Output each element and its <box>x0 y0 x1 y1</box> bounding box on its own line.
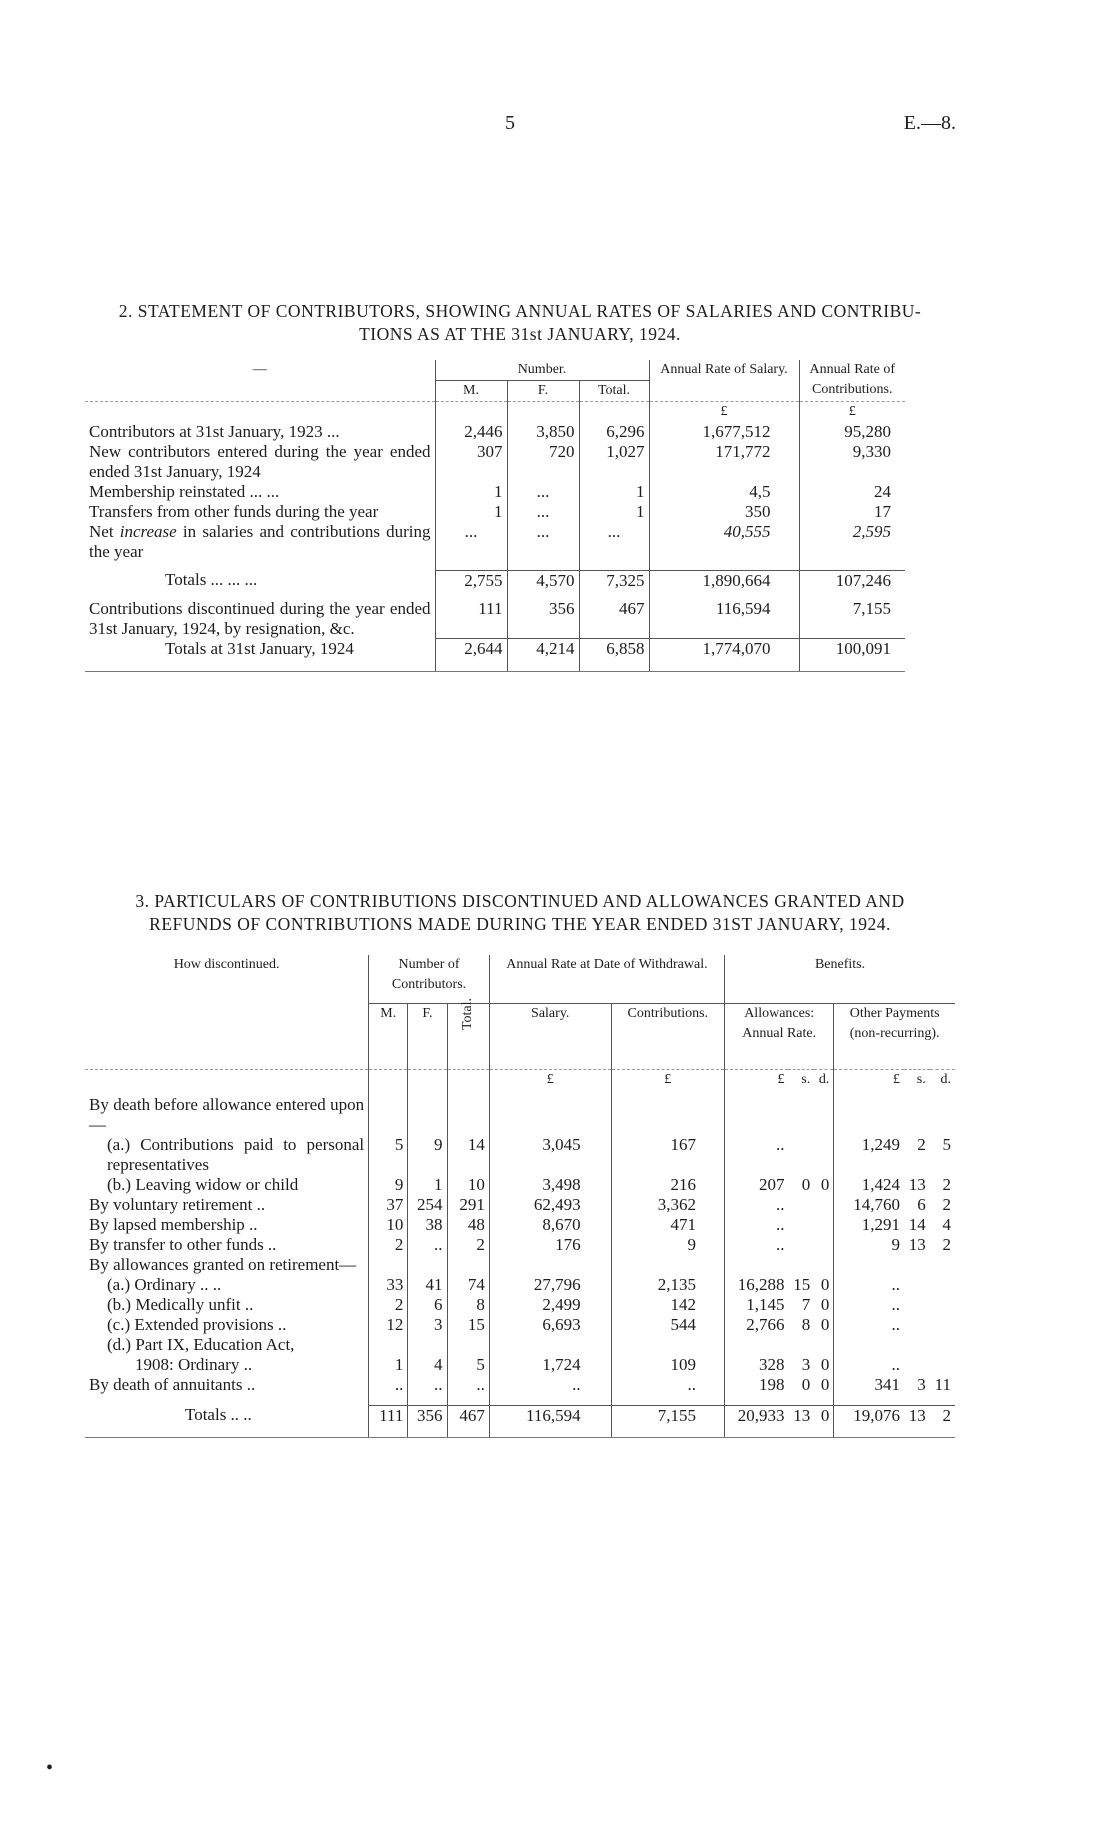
row-label: Contributions discontinued during the year ended 31st January, 1924, by resignation, &c. <box>89 598 431 638</box>
cell-other-s: 13 <box>908 1235 926 1254</box>
cell-allow-l: .. <box>725 1215 789 1235</box>
particulars-title-line2: REFUNDS OF CONTRIBUTIONS MADE DURING THE YEAR ENDED 31ST JANUARY, 1924. <box>149 914 891 934</box>
cell-other-l: 14,760 <box>834 1195 904 1215</box>
cell-total: 74 <box>447 1275 489 1295</box>
cell-other-l: 19,076 <box>834 1405 904 1438</box>
cell-total: 7,325 <box>579 570 649 591</box>
row-label: (b.) Medically unfit .. <box>107 1295 254 1314</box>
statement-header-total: Total. <box>579 381 649 402</box>
cell-allow-s <box>788 1255 814 1275</box>
cell-salary: 176 <box>489 1235 611 1255</box>
cell-f: 356 <box>507 599 579 639</box>
s-allow: s. <box>801 1071 811 1087</box>
particulars-header-contributions: Contributions. <box>611 1003 724 1069</box>
cell-f: 4,214 <box>507 639 579 672</box>
label-post: in salaries and contributions during the year <box>89 522 431 561</box>
row-label: (c.) Extended provisions .. <box>107 1315 287 1334</box>
cell-salary: 1,677,512 <box>649 422 799 442</box>
cell-m <box>369 1255 408 1275</box>
final-label: Totals at 31st January, 1924 <box>85 639 435 672</box>
statement-title-line2: TIONS AS AT THE 31st JANUARY, 1924. <box>359 324 681 344</box>
cell-other-s <box>904 1275 930 1295</box>
cell-allow-d: 0 <box>814 1405 834 1438</box>
cell-salary: 6,693 <box>489 1315 611 1335</box>
cell-contrib: 471 <box>611 1215 724 1235</box>
particulars-header-salary: Salary. <box>489 1003 611 1069</box>
statement-header-f: F. <box>507 381 579 402</box>
cell-f: 1 <box>408 1175 447 1195</box>
cell-contrib: 17 <box>799 502 905 522</box>
cell-m: 307 <box>435 442 507 482</box>
cell-contrib: 167 <box>611 1135 724 1175</box>
cell-f: 356 <box>408 1405 447 1438</box>
totals-label: Totals .. .. <box>85 1405 369 1438</box>
cell-other-s <box>904 1355 930 1375</box>
row-label: By death of annuitants .. <box>89 1375 256 1394</box>
row-label: (a.) Ordinary .. .. <box>107 1275 222 1294</box>
cell-allow-s <box>788 1235 814 1255</box>
cell-allow-l: 2,766 <box>725 1315 789 1335</box>
cell-other-l: .. <box>834 1355 904 1375</box>
statement-table <box>85 360 905 672</box>
cell-contrib: 24 <box>799 482 905 502</box>
cell-allow-d: 0 <box>820 1275 830 1294</box>
statement-discontinued-row <box>85 599 905 639</box>
cell-salary: 3,498 <box>489 1175 611 1195</box>
statement-header-m: M. <box>435 381 507 402</box>
cell-total <box>447 1095 489 1135</box>
cell-other-s: 13 <box>904 1405 930 1438</box>
statement-row <box>85 502 905 522</box>
cell-allow-l: .. <box>725 1135 789 1175</box>
cell-m: 111 <box>435 599 507 639</box>
statement-row <box>85 482 905 502</box>
cell-allow-s: 13 <box>788 1405 814 1438</box>
cell-m: 2,755 <box>435 570 507 591</box>
cell-m: 9 <box>369 1175 408 1195</box>
cell-allow-d <box>814 1255 834 1275</box>
cell-total: 14 <box>447 1135 489 1175</box>
particulars-header-m: M. <box>369 1003 408 1069</box>
cell-m <box>369 1095 408 1135</box>
cell-other-l: 341 <box>834 1375 904 1395</box>
cell-m: 37 <box>369 1195 408 1215</box>
row-label: Contributors at 31st January, 1923 ... <box>89 422 340 441</box>
cell-total <box>447 1255 489 1275</box>
cell-allow-l: 198 <box>725 1375 789 1395</box>
cell-salary: 2,499 <box>489 1295 611 1315</box>
cell-allow-d <box>814 1235 834 1255</box>
cell-other-l <box>834 1335 904 1355</box>
cell-allow-l <box>725 1095 789 1135</box>
cell-allow-l: 16,288 <box>725 1275 789 1295</box>
cell-total: 6,858 <box>579 639 649 672</box>
cell-other-d <box>930 1095 955 1135</box>
cell-contrib: 2,135 <box>611 1275 724 1295</box>
cell-total: 467 <box>579 599 649 639</box>
cell-m: 1 <box>435 482 507 502</box>
particulars-row <box>85 1315 955 1335</box>
cell-salary: 116,594 <box>649 599 799 639</box>
cell-contrib: 216 <box>611 1175 724 1195</box>
statement-header-blank: — <box>85 360 435 402</box>
cell-other-s <box>904 1255 930 1275</box>
cell-m: 2,644 <box>435 639 507 672</box>
cell-contrib: 3,362 <box>611 1195 724 1215</box>
row-label: (b.) Leaving widow or child <box>107 1175 299 1194</box>
cell-salary: 1,890,664 <box>649 570 799 591</box>
cell-m: ... <box>435 522 507 562</box>
cell-other-l: 1,249 <box>834 1135 904 1175</box>
s-other: s. <box>916 1071 926 1087</box>
row-label: New contributors entered during the year ended ended 31st January, 1924 <box>89 442 431 481</box>
particulars-header-total: Total. <box>460 997 476 1030</box>
particulars-row <box>85 1275 955 1295</box>
cell-allow-d <box>814 1215 834 1235</box>
cell-contrib: 109 <box>611 1355 724 1375</box>
cell-allow-l <box>725 1335 789 1355</box>
cell-allow-l: .. <box>725 1195 789 1215</box>
cell-salary: .. <box>489 1375 611 1395</box>
cell-total: 1,027 <box>579 442 649 482</box>
cell-contrib: 544 <box>611 1315 724 1335</box>
statement-totals-row <box>85 570 905 591</box>
row-label: By voluntary retirement .. <box>89 1195 266 1214</box>
cell-contrib: 142 <box>611 1295 724 1315</box>
cell-salary: 350 <box>649 502 799 522</box>
cell-allow-d: 0 <box>820 1295 830 1314</box>
particulars-header-f: F. <box>408 1003 447 1069</box>
cell-salary <box>489 1255 611 1275</box>
cell-f: 254 <box>408 1195 447 1215</box>
particulars-row <box>85 1135 955 1175</box>
cell-total: 291 <box>447 1195 489 1215</box>
page-reference: E.—8. <box>903 112 956 134</box>
cell-allow-s <box>788 1095 814 1135</box>
cell-salary: 171,772 <box>649 442 799 482</box>
cell-other-l: .. <box>834 1295 904 1315</box>
cell-m: 2 <box>369 1295 408 1315</box>
row-label: Transfers from other funds during the year <box>89 502 379 521</box>
statement-pound-contrib: £ <box>799 402 905 423</box>
cell-allow-d: 0 <box>820 1355 830 1374</box>
row-label: Membership reinstated ... ... <box>89 482 280 501</box>
cell-total: 48 <box>447 1215 489 1235</box>
cell-total: 15 <box>447 1315 489 1335</box>
cell-contrib: 9,330 <box>799 442 905 482</box>
cell-f: .. <box>408 1235 447 1255</box>
d-other: d. <box>940 1071 951 1087</box>
particulars-header-allowances: Allowances: Annual Rate. <box>725 1003 834 1069</box>
cell-salary: 8,670 <box>489 1215 611 1235</box>
cell-salary: 27,796 <box>489 1275 611 1295</box>
pound-allow: £ <box>725 1069 789 1095</box>
cell-total: .. <box>447 1375 489 1395</box>
cell-salary: 3,045 <box>489 1135 611 1175</box>
cell-m: 1 <box>369 1355 408 1375</box>
cell-other-d <box>930 1335 955 1355</box>
cell-total: 10 <box>447 1175 489 1195</box>
particulars-row <box>85 1335 955 1355</box>
cell-m: 33 <box>369 1275 408 1295</box>
particulars-title <box>85 890 955 936</box>
cell-salary: 4,5 <box>649 482 799 502</box>
cell-allow-s <box>788 1195 814 1215</box>
cell-other-s <box>904 1095 930 1135</box>
cell-other-s: 13 <box>908 1175 926 1194</box>
cell-allow-d: 0 <box>820 1175 830 1194</box>
statement-header-contributions: Annual Rate of Contributions. <box>799 360 905 402</box>
cell-other-s <box>904 1315 930 1335</box>
particulars-row <box>85 1295 955 1315</box>
cell-other-l: 1,424 <box>834 1175 904 1195</box>
cell-m: 5 <box>369 1135 408 1175</box>
pound-contrib: £ <box>611 1069 724 1095</box>
row-label: (d.) Part IX, Education Act, <box>107 1335 295 1354</box>
cell-allow-s <box>788 1215 814 1235</box>
cell-contrib: 7,155 <box>799 599 905 639</box>
cell-other-l <box>834 1255 904 1275</box>
cell-f <box>408 1095 447 1135</box>
d-allow: d. <box>818 1071 830 1087</box>
particulars-table <box>85 955 955 1438</box>
cell-other-d <box>930 1295 955 1315</box>
cell-f: 41 <box>408 1275 447 1295</box>
statement-pound-salary: £ <box>649 402 799 423</box>
cell-f: .. <box>408 1375 447 1395</box>
cell-m: 2,446 <box>435 422 507 442</box>
cell-other-d <box>930 1355 955 1375</box>
cell-allow-l: .. <box>725 1235 789 1255</box>
particulars-header-how: How discontinued. <box>85 955 369 1069</box>
cell-other-s <box>904 1295 930 1315</box>
cell-allow-d: 0 <box>820 1375 830 1394</box>
label-pre: Net <box>89 522 120 541</box>
row-label <box>85 522 435 562</box>
cell-other-d <box>930 1275 955 1295</box>
cell-other-d: 2 <box>930 1405 955 1438</box>
cell-other-s: 14 <box>908 1215 926 1234</box>
cell-other-d <box>930 1255 955 1275</box>
cell-m: 12 <box>369 1315 408 1335</box>
cell-total <box>447 1335 489 1355</box>
statement-row <box>85 442 905 482</box>
particulars-header-other: Other Payments (non-recurring). <box>834 1003 955 1069</box>
cell-contrib: 100,091 <box>799 639 905 672</box>
cell-f: 4 <box>408 1355 447 1375</box>
cell-total: 1 <box>579 502 649 522</box>
cell-other-s: 3 <box>917 1375 926 1394</box>
pound-salary: £ <box>489 1069 611 1095</box>
statement-title <box>85 300 955 346</box>
page-number: 5 <box>505 112 515 134</box>
statement-header-number: Number. <box>435 360 649 381</box>
cell-contrib: 95,280 <box>799 422 905 442</box>
particulars-row <box>85 1175 955 1195</box>
cell-other-d: 4 <box>942 1215 951 1234</box>
cell-allow-d <box>814 1095 834 1135</box>
cell-allow-s: 15 <box>793 1275 811 1294</box>
cell-allow-s: 0 <box>801 1375 811 1394</box>
particulars-row <box>85 1375 955 1395</box>
cell-allow-s: 7 <box>801 1295 811 1314</box>
cell-other-s <box>904 1335 930 1355</box>
cell-salary: 40,555 <box>649 522 799 562</box>
cell-f: ... <box>507 502 579 522</box>
cell-allow-d <box>814 1135 834 1175</box>
cell-other-l: 1,291 <box>834 1215 904 1235</box>
particulars-header-rate: Annual Rate at Date of Withdrawal. <box>489 955 724 1003</box>
cell-salary: 1,774,070 <box>649 639 799 672</box>
cell-total: 6,296 <box>579 422 649 442</box>
cell-contrib: 9 <box>611 1235 724 1255</box>
cell-total: ... <box>579 522 649 562</box>
totals-label: Totals ... ... ... <box>165 570 258 589</box>
cell-other-s: 6 <box>917 1195 926 1214</box>
cell-other-s: 2 <box>917 1135 926 1154</box>
cell-salary: 1,724 <box>489 1355 611 1375</box>
cell-salary: 116,594 <box>489 1405 611 1438</box>
particulars-row <box>85 1215 955 1235</box>
cell-allow-l: 20,933 <box>725 1405 789 1438</box>
cell-m <box>369 1335 408 1355</box>
cell-m: .. <box>369 1375 408 1395</box>
cell-allow-l: 328 <box>725 1355 789 1375</box>
row-label: (a.) Contributions paid to personal representatives <box>107 1135 365 1174</box>
cell-allow-s <box>788 1135 814 1175</box>
row-label: By transfer to other funds .. <box>89 1235 277 1254</box>
cell-f: 3,850 <box>507 422 579 442</box>
row-label: By allowances granted on retirement— <box>89 1255 357 1274</box>
cell-allow-l: 207 <box>725 1175 789 1195</box>
cell-f <box>408 1255 447 1275</box>
statement-title-line1: 2. STATEMENT OF CONTRIBUTORS, SHOWING ANNUAL RATES OF SALARIES AND CONTRIBU- <box>118 301 922 321</box>
cell-total: 2 <box>447 1235 489 1255</box>
cell-other-l <box>834 1095 904 1135</box>
cell-other-d: 5 <box>942 1135 951 1154</box>
label-italic: increase <box>119 522 177 541</box>
cell-other-d: 11 <box>934 1375 951 1394</box>
cell-total: 8 <box>447 1295 489 1315</box>
cell-total: 5 <box>447 1355 489 1375</box>
cell-contrib <box>611 1335 724 1355</box>
pound-other: £ <box>834 1069 904 1095</box>
cell-allow-s <box>788 1335 814 1355</box>
margin-dot: • <box>46 1757 54 1779</box>
cell-allow-s: 0 <box>801 1175 811 1194</box>
cell-f: 4,570 <box>507 570 579 591</box>
cell-allow-d: 0 <box>820 1315 830 1334</box>
cell-other-d: 2 <box>942 1235 951 1254</box>
cell-f <box>408 1335 447 1355</box>
cell-other-d <box>930 1315 955 1335</box>
cell-allow-s: 3 <box>801 1355 811 1374</box>
particulars-row <box>85 1255 955 1275</box>
cell-allow-l <box>725 1255 789 1275</box>
cell-f: 720 <box>507 442 579 482</box>
cell-m: 10 <box>369 1215 408 1235</box>
cell-allow-s: 8 <box>801 1315 811 1334</box>
cell-salary <box>489 1335 611 1355</box>
particulars-row <box>85 1195 955 1215</box>
cell-allow-d <box>814 1195 834 1215</box>
row-label: By lapsed membership .. <box>89 1215 258 1234</box>
cell-total: 1 <box>579 482 649 502</box>
particulars-row <box>85 1095 955 1135</box>
particulars-row <box>85 1355 955 1375</box>
cell-other-l: 9 <box>834 1235 904 1255</box>
cell-allow-d <box>814 1335 834 1355</box>
cell-f: 38 <box>408 1215 447 1235</box>
cell-f: 3 <box>408 1315 447 1335</box>
cell-salary <box>489 1095 611 1135</box>
cell-other-d: 2 <box>942 1175 951 1194</box>
cell-total: 467 <box>447 1405 489 1438</box>
particulars-row <box>85 1235 955 1255</box>
statement-header-salary: Annual Rate of Salary. <box>649 360 799 402</box>
statement-row <box>85 522 905 562</box>
cell-contrib: 107,246 <box>799 570 905 591</box>
statement-row <box>85 422 905 442</box>
particulars-header-benefits: Benefits. <box>725 955 955 1003</box>
cell-f: 9 <box>408 1135 447 1175</box>
cell-f: 6 <box>408 1295 447 1315</box>
cell-contrib <box>611 1095 724 1135</box>
cell-m: 1 <box>435 502 507 522</box>
cell-salary: 62,493 <box>489 1195 611 1215</box>
cell-f: ... <box>507 522 579 562</box>
cell-f: ... <box>507 482 579 502</box>
cell-contrib: 7,155 <box>611 1405 724 1438</box>
cell-m: 2 <box>369 1235 408 1255</box>
particulars-title-line1: 3. PARTICULARS OF CONTRIBUTIONS DISCONTINUED AND ALLOWANCES GRANTED AND <box>135 891 905 911</box>
particulars-totals-row <box>85 1405 955 1438</box>
row-label: By death before allowance entered upon— <box>89 1095 365 1134</box>
cell-other-d: 2 <box>942 1195 951 1214</box>
cell-contrib: 2,595 <box>799 522 905 562</box>
cell-other-l: .. <box>834 1275 904 1295</box>
cell-contrib <box>611 1255 724 1275</box>
particulars-header-number: Number of Contributors. <box>369 955 490 1003</box>
cell-allow-l: 1,145 <box>725 1295 789 1315</box>
statement-final-row <box>85 639 905 672</box>
row-label: 1908: Ordinary .. <box>135 1355 253 1374</box>
cell-contrib: .. <box>611 1375 724 1395</box>
cell-m: 111 <box>369 1405 408 1438</box>
cell-other-l: .. <box>834 1315 904 1335</box>
